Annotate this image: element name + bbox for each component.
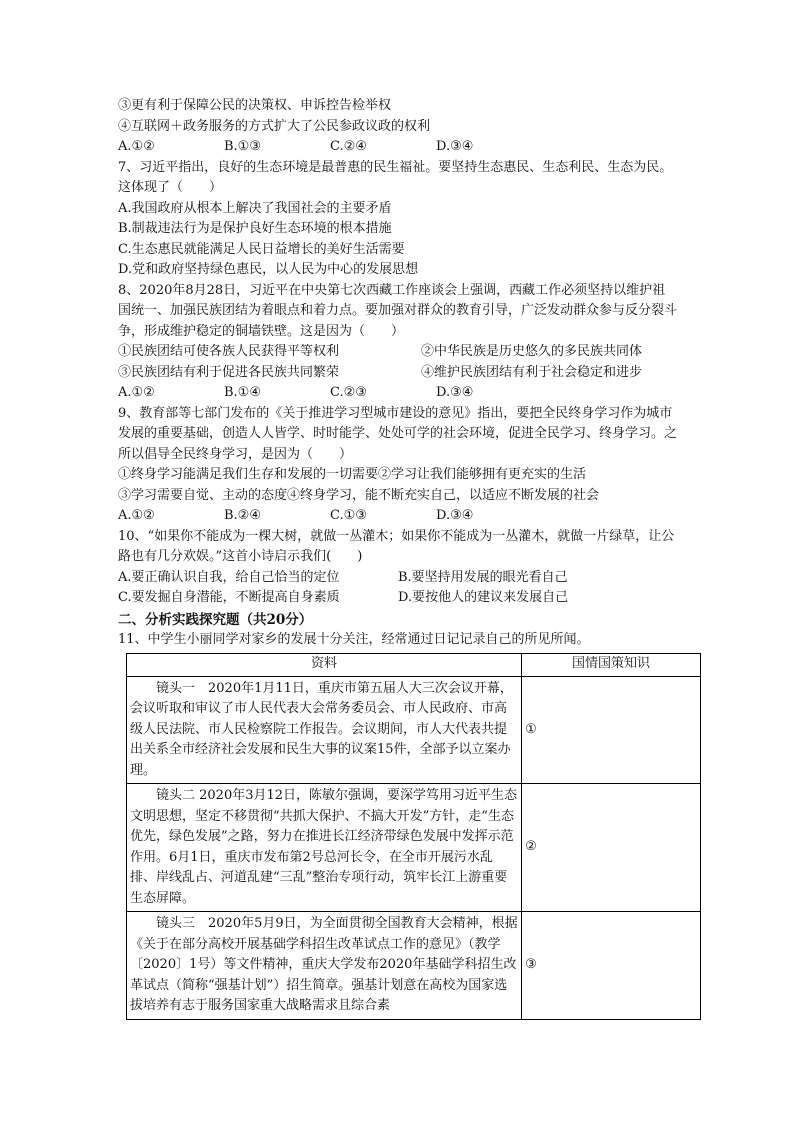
q8-option-d: D.③④: [436, 385, 474, 400]
q6-option-d: D.③④: [436, 139, 474, 154]
q6-item-3: ③更有利于保障公民的决策权、申诉控告检举权: [118, 98, 392, 113]
q9-option-b: B.②④: [224, 508, 261, 523]
q8-option-a: A.①②: [118, 385, 155, 400]
q11-stem: 11、中学生小丽同学对家乡的发展十分关注，经常通过日记记录自己的所见所闻。: [118, 632, 590, 647]
q8-item-2: ②中华民族是历史悠久的多民族共同体: [421, 344, 643, 359]
q6-option-c: C.②④: [330, 139, 367, 154]
q6-item-4: ④互联网＋政务服务的方式扩大了公民参政议政的权利: [118, 118, 431, 134]
q7-option-c: C.生态惠民就能满足人民日益增长的美好生活需要: [118, 241, 405, 257]
table-row: [127, 676, 701, 784]
q7-option-a: A.我国政府从根本上解决了我国社会的主要矛盾: [118, 200, 392, 216]
table-cell-source: 镜头一 2020年1月11日，重庆市第五届人大三次会议开幕，会议听取和审议了市人民代表大会常务委员会、市人民政府、市高级人民法院、市人民检察院工作报告。会议期间，市人大代表共提出关系全市经济社会发展和民生大事的议案15件，全部予以立案办理。: [127, 676, 522, 784]
q8-item-1: ①民族团结可使各族人民获得平等权利: [118, 344, 340, 359]
table-header-row: [127, 653, 701, 676]
q8-stem: 8、2020年8月28日，习近平在中央第七次西藏工作座谈会上强调，西藏工作必须坚持以维护祖国统一、加强民族团结为着眼点和着力点。要加强对群众的教育引导，广泛发动群众参与反分裂斗争，形成维护稳定的铜墙铁壁。这是因为（ ）: [118, 282, 678, 339]
q8-item-4: ④维护民族团结有利于社会稳定和进步: [421, 364, 643, 380]
q8-option-c: C.②③: [330, 385, 367, 400]
q7-option-b: B.制裁违法行为是保护良好生态环境的根本措施: [118, 221, 392, 236]
table-row: [127, 784, 701, 912]
q9-option-d: D.③④: [436, 508, 474, 523]
q7-stem: 7、习近平指出，良好的生态环境是最普惠的民生福祉。要坚持生态惠民、生态利民、生态为民。这体现了（ ）: [118, 159, 673, 195]
q9-items-3-4: ③学习需要自觉、主动的态度④终身学习，能不断充实自己，以适应不断发展的社会: [118, 487, 600, 503]
q10-stem: 10、“如果你不能成为一棵大树，就做一丛灌木；如果你不能成为一丛灌木，就做一片绿草，让公路也有几分欢娱。”这首小诗启示我们( ): [118, 528, 675, 564]
q9-items-1-2: ①终身学习能满足我们生存和发展的一切需要②学习让我们能够拥有更充实的生活: [118, 467, 587, 482]
q9-stem: 9、教育部等七部门发布的《关于推进学习型城市建设的意见》指出，要把全民终身学习作为城市发展的重要基础，创造人人皆学、时时能学、处处可学的社会环境，促进全民学习、终身学习。之所以倡导全民终身学习，是因为（ ）: [118, 405, 678, 462]
q6-option-b: B.①③: [224, 139, 261, 154]
exam-page: [118, 96, 678, 1020]
table-cell-source: 镜头二 2020年3月12日，陈敏尔强调，要深学笃用习近平生态文明思想，坚定不移贯彻“共抓大保护、不搞大开发”方针，走“生态优先，绿色发展”之路，努力在推进长江经济带绿色发展中发挥示范作用。6月1日，重庆市发布第2号总河长令，在全市开展污水乱排、岸线乱占、河道乱建“三乱”整治专项行动，筑牢长江上游重要生态屏障。: [127, 784, 522, 912]
table-cell-source: 镜头三 2020年5月9日，为全面贯彻全国教育大会精神，根据《关于在部分高校开展基础学科招生改革试点工作的意见》（教学〔2020〕1号）等文件精神，重庆大学发布2020年基础学科招生改革试点（简称“强基计划”）招生简章。强基计划意在高校为国家选拔培养有志于服务国家重大战略需求且综合素: [127, 912, 522, 1020]
table-header-source: 资料: [127, 653, 522, 676]
q7-option-d: D.党和政府坚持绿色惠民，以人民为中心的发展思想: [118, 262, 419, 277]
q10-option-c: C.要发掘自身潜能，不断提高自身素质: [118, 590, 340, 605]
q8-items-row2: [118, 363, 678, 384]
q9-option-c: C.①③: [330, 508, 367, 523]
q6-options: [118, 137, 678, 158]
q8-item-3: ③民族团结有利于促进各民族共同繁荣: [118, 364, 340, 380]
q10-option-b: B.要坚持用发展的眼光看自己: [398, 569, 568, 585]
q9-options: [118, 506, 678, 527]
q8-items-row1: [118, 342, 678, 363]
q10-option-d: D.要按他人的建议来发展自己: [398, 590, 569, 605]
q11-table: [126, 653, 701, 1020]
q10-options-row1: [118, 568, 678, 589]
table-row: [127, 912, 701, 1020]
section-title: 二、分析实践探究题（共20分）: [118, 611, 313, 628]
q9-option-a: A.①②: [118, 508, 155, 523]
q10-option-a: A.要正确认识自我，给自己恰当的定位: [118, 569, 340, 585]
table-cell-knowledge: ①: [522, 676, 701, 784]
table-header-knowledge: 国情国策知识: [522, 653, 701, 676]
q8-option-b: B.①④: [224, 385, 261, 400]
q6-option-a: A.①②: [118, 139, 155, 154]
q10-options-row2: [118, 588, 678, 609]
table-cell-knowledge: ②: [522, 784, 701, 912]
q8-options: [118, 383, 678, 404]
table-cell-knowledge: ③: [522, 912, 701, 1020]
